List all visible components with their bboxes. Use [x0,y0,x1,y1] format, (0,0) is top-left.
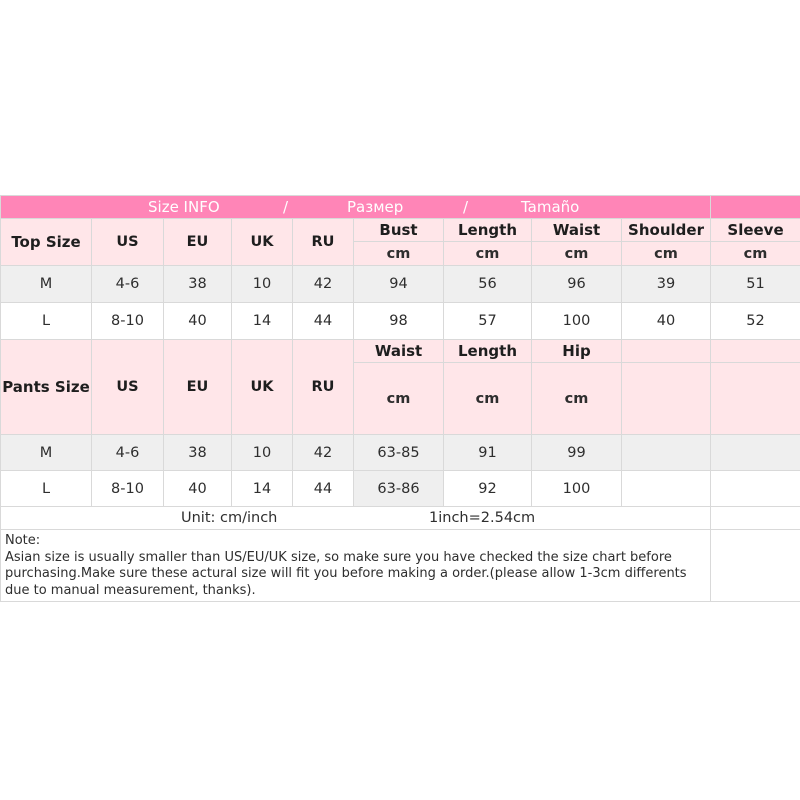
uk-cell: 14 [232,303,293,340]
pants-size-label: Pants Size [1,340,92,435]
col-hip: Hip [532,340,622,363]
waist-cell: 63-86 [354,471,444,507]
title-spanish: Tamaño [521,198,580,216]
col-ru: RU [293,340,354,435]
table-row [1,303,800,340]
shoulder-cell: 40 [622,303,711,340]
us-cell: 4-6 [92,266,164,303]
length-cell: 57 [444,303,532,340]
size-cell: L [1,303,92,340]
blank-cell [622,435,711,471]
col-shoulder: Shoulder [622,219,711,242]
size-table [0,195,800,602]
us-cell: 4-6 [92,435,164,471]
col-eu: EU [164,219,232,266]
sleeve-cell: 51 [711,266,800,303]
blank-cell [622,363,711,435]
size-cell: M [1,266,92,303]
sleeve-cell: 52 [711,303,800,340]
col-eu: EU [164,340,232,435]
table-row [1,435,800,471]
hip-cell: 99 [532,435,622,471]
col-us: US [92,340,164,435]
note-row [1,530,800,602]
uk-cell: 14 [232,471,293,507]
unit-label: cm [532,242,622,266]
length-cell: 92 [444,471,532,507]
us-cell: 8-10 [92,303,164,340]
size-chart [0,195,800,602]
title-band [1,196,800,219]
col-waist: Waist [354,340,444,363]
top-header-row [1,219,800,242]
blank-cell [711,507,800,530]
note-label: Note: [5,533,41,548]
eu-cell: 38 [164,266,232,303]
hip-cell: 100 [532,471,622,507]
eu-cell: 40 [164,471,232,507]
bust-cell: 94 [354,266,444,303]
size-cell: L [1,471,92,507]
title-slash: / [463,198,469,216]
eu-cell: 38 [164,435,232,471]
title-blank [711,196,800,219]
title-size-info: Size INFO [148,198,220,216]
col-uk: UK [232,340,293,435]
size-cell: M [1,435,92,471]
ru-cell: 44 [293,471,354,507]
table-row [1,471,800,507]
uk-cell: 10 [232,435,293,471]
length-cell: 56 [444,266,532,303]
units-row [1,507,800,530]
col-sleeve: Sleeve [711,219,800,242]
unit-label: cm [354,363,444,435]
waist-cell: 100 [532,303,622,340]
waist-cell: 96 [532,266,622,303]
unit-label: cm [444,363,532,435]
blank-cell [711,340,800,363]
ru-cell: 42 [293,266,354,303]
unit-label: cm [354,242,444,266]
table-row [1,266,800,303]
waist-cell: 63-85 [354,435,444,471]
uk-cell: 10 [232,266,293,303]
shoulder-cell: 39 [622,266,711,303]
blank-cell [622,471,711,507]
us-cell: 8-10 [92,471,164,507]
col-ru: RU [293,219,354,266]
blank-cell [711,363,800,435]
blank-cell [711,435,800,471]
col-us: US [92,219,164,266]
col-bust: Bust [354,219,444,242]
unit-label: cm [444,242,532,266]
eu-cell: 40 [164,303,232,340]
pants-header-row [1,340,800,363]
col-length: Length [444,219,532,242]
ru-cell: 42 [293,435,354,471]
title-cell [1,196,711,219]
blank-cell [711,530,800,602]
note-text: Asian size is usually smaller than US/EU/UK size, so make sure you have checked the size chart before purchasing.Make sure these actural size will fit you before making a order.(please allow 1-3cm differents due to manual measurement, thanks). [5,549,687,598]
units-cell [1,507,711,530]
inch-conversion: 1inch=2.54cm [429,510,536,526]
title-russian: Размер [347,198,404,216]
bust-cell: 98 [354,303,444,340]
blank-cell [711,471,800,507]
length-cell: 91 [444,435,532,471]
unit-label: cm [622,242,711,266]
unit-text: Unit: cm/inch [181,510,278,526]
unit-label: cm [711,242,800,266]
top-size-label: Top Size [1,219,92,266]
unit-label: cm [532,363,622,435]
col-uk: UK [232,219,293,266]
ru-cell: 44 [293,303,354,340]
note-cell [1,530,711,602]
col-length: Length [444,340,532,363]
col-waist: Waist [532,219,622,242]
blank-cell [622,340,711,363]
title-slash: / [283,198,289,216]
